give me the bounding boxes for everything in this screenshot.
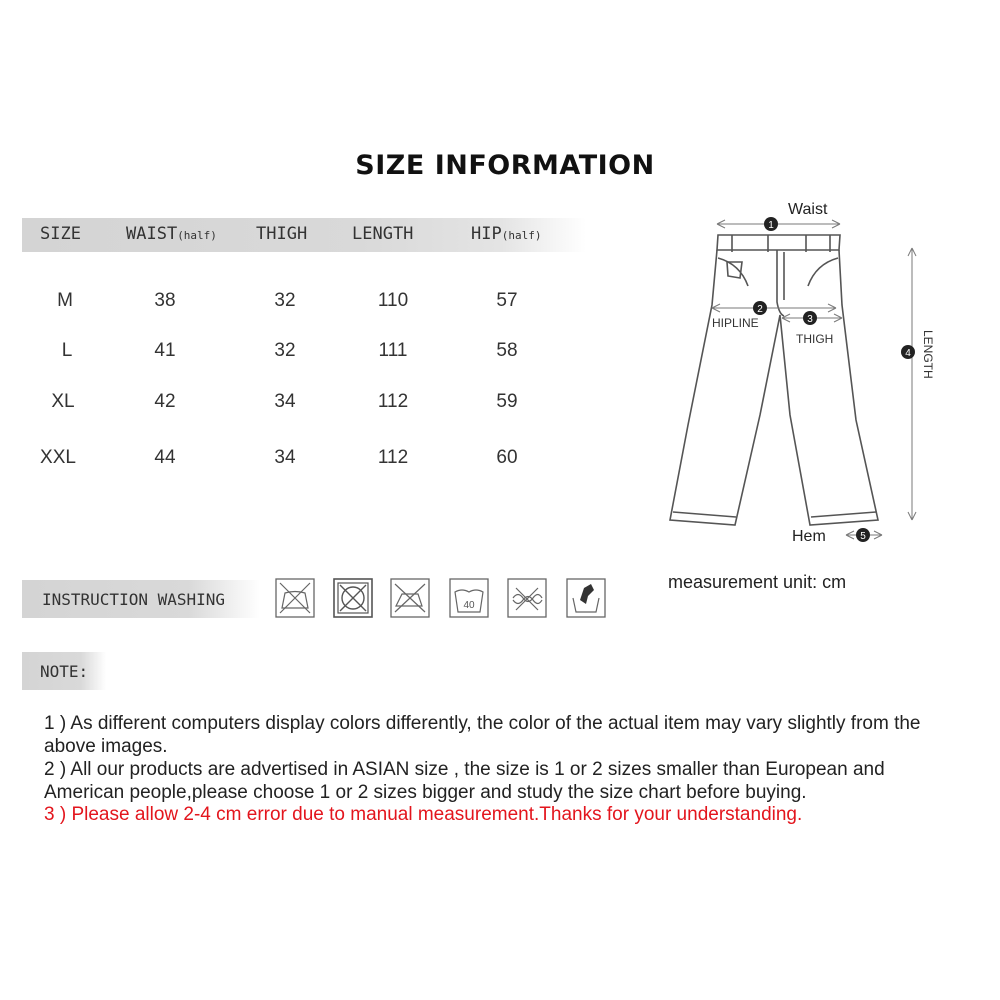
table-cell: 57: [496, 290, 518, 311]
table-cell: 112: [377, 447, 409, 468]
table-cell: 38: [154, 290, 176, 311]
table-cell: 42: [154, 391, 176, 412]
note-line-3: 2 ) All our products are advertised in ASIAN size , the size is 1 or 2 sizes smaller than European and: [44, 759, 885, 780]
table-cell: 60: [496, 447, 518, 468]
table-cell: 59: [496, 391, 518, 412]
table-cell: 32: [274, 290, 296, 311]
page-title: SIZE INFORMATION: [355, 150, 655, 181]
hand-wash-icon: [566, 578, 606, 618]
marker-1: [764, 217, 778, 231]
hipline-label: HIPLINE: [712, 316, 759, 330]
table-cell: 111: [378, 340, 408, 361]
no-tumble-dry-icon: [333, 578, 373, 618]
no-iron-icon: [390, 578, 430, 618]
no-wring-icon: [507, 578, 547, 618]
waistband-shape: [717, 235, 840, 250]
table-cell: 58: [496, 340, 518, 361]
header-size: SIZE: [40, 224, 81, 244]
header-thigh: THIGH: [256, 224, 308, 244]
table-cell: 44: [154, 447, 176, 468]
note-line-5: 3 ) Please allow 2-4 cm error due to manual measurement.Thanks for your understanding.: [44, 804, 803, 825]
table-cell: XXL: [40, 447, 76, 468]
svg-text:3: 3: [807, 314, 813, 325]
note-label: NOTE:: [40, 662, 89, 681]
svg-text:4: 4: [905, 348, 911, 359]
header-hip: HIP(half): [471, 224, 542, 244]
table-cell: 34: [274, 391, 296, 412]
svg-text:40: 40: [463, 600, 475, 611]
waist-label: Waist: [788, 201, 828, 218]
pants-outline: [670, 250, 878, 525]
marker-3: [803, 311, 817, 325]
table-cell: XL: [51, 391, 75, 412]
table-cell: M: [57, 290, 73, 311]
table-cell: 32: [274, 340, 296, 361]
length-label: LENGTH: [921, 330, 935, 379]
note-line-2: above images.: [44, 736, 168, 757]
washing-label: INSTRUCTION WASHING: [42, 590, 226, 609]
table-cell: 41: [154, 340, 176, 361]
note-line-4: American people,please choose 1 or 2 sizes bigger and study the size chart before buying.: [44, 782, 807, 803]
no-wash-icon: [275, 578, 315, 618]
header-length: LENGTH: [352, 224, 414, 244]
header-waist: WAIST(half): [126, 224, 217, 244]
svg-text:1: 1: [768, 220, 774, 231]
table-cell: 34: [274, 447, 296, 468]
marker-5: [856, 528, 870, 542]
wash-40-icon: [449, 578, 489, 618]
pants-measurement-diagram: [660, 190, 1000, 560]
thigh-label: THIGH: [796, 332, 834, 346]
svg-text:2: 2: [757, 304, 763, 315]
note-line-1: 1 ) As different computers display colors differently, the color of the actual item may vary slightly from the: [44, 713, 921, 734]
table-cell: 112: [377, 391, 409, 412]
marker-2: [753, 301, 767, 315]
marker-4: [901, 345, 915, 359]
measurement-unit: measurement unit: cm: [668, 572, 847, 592]
hem-label: Hem: [792, 528, 826, 545]
table-cell: 110: [377, 290, 409, 311]
table-cell: L: [61, 340, 73, 361]
svg-text:5: 5: [860, 531, 866, 542]
